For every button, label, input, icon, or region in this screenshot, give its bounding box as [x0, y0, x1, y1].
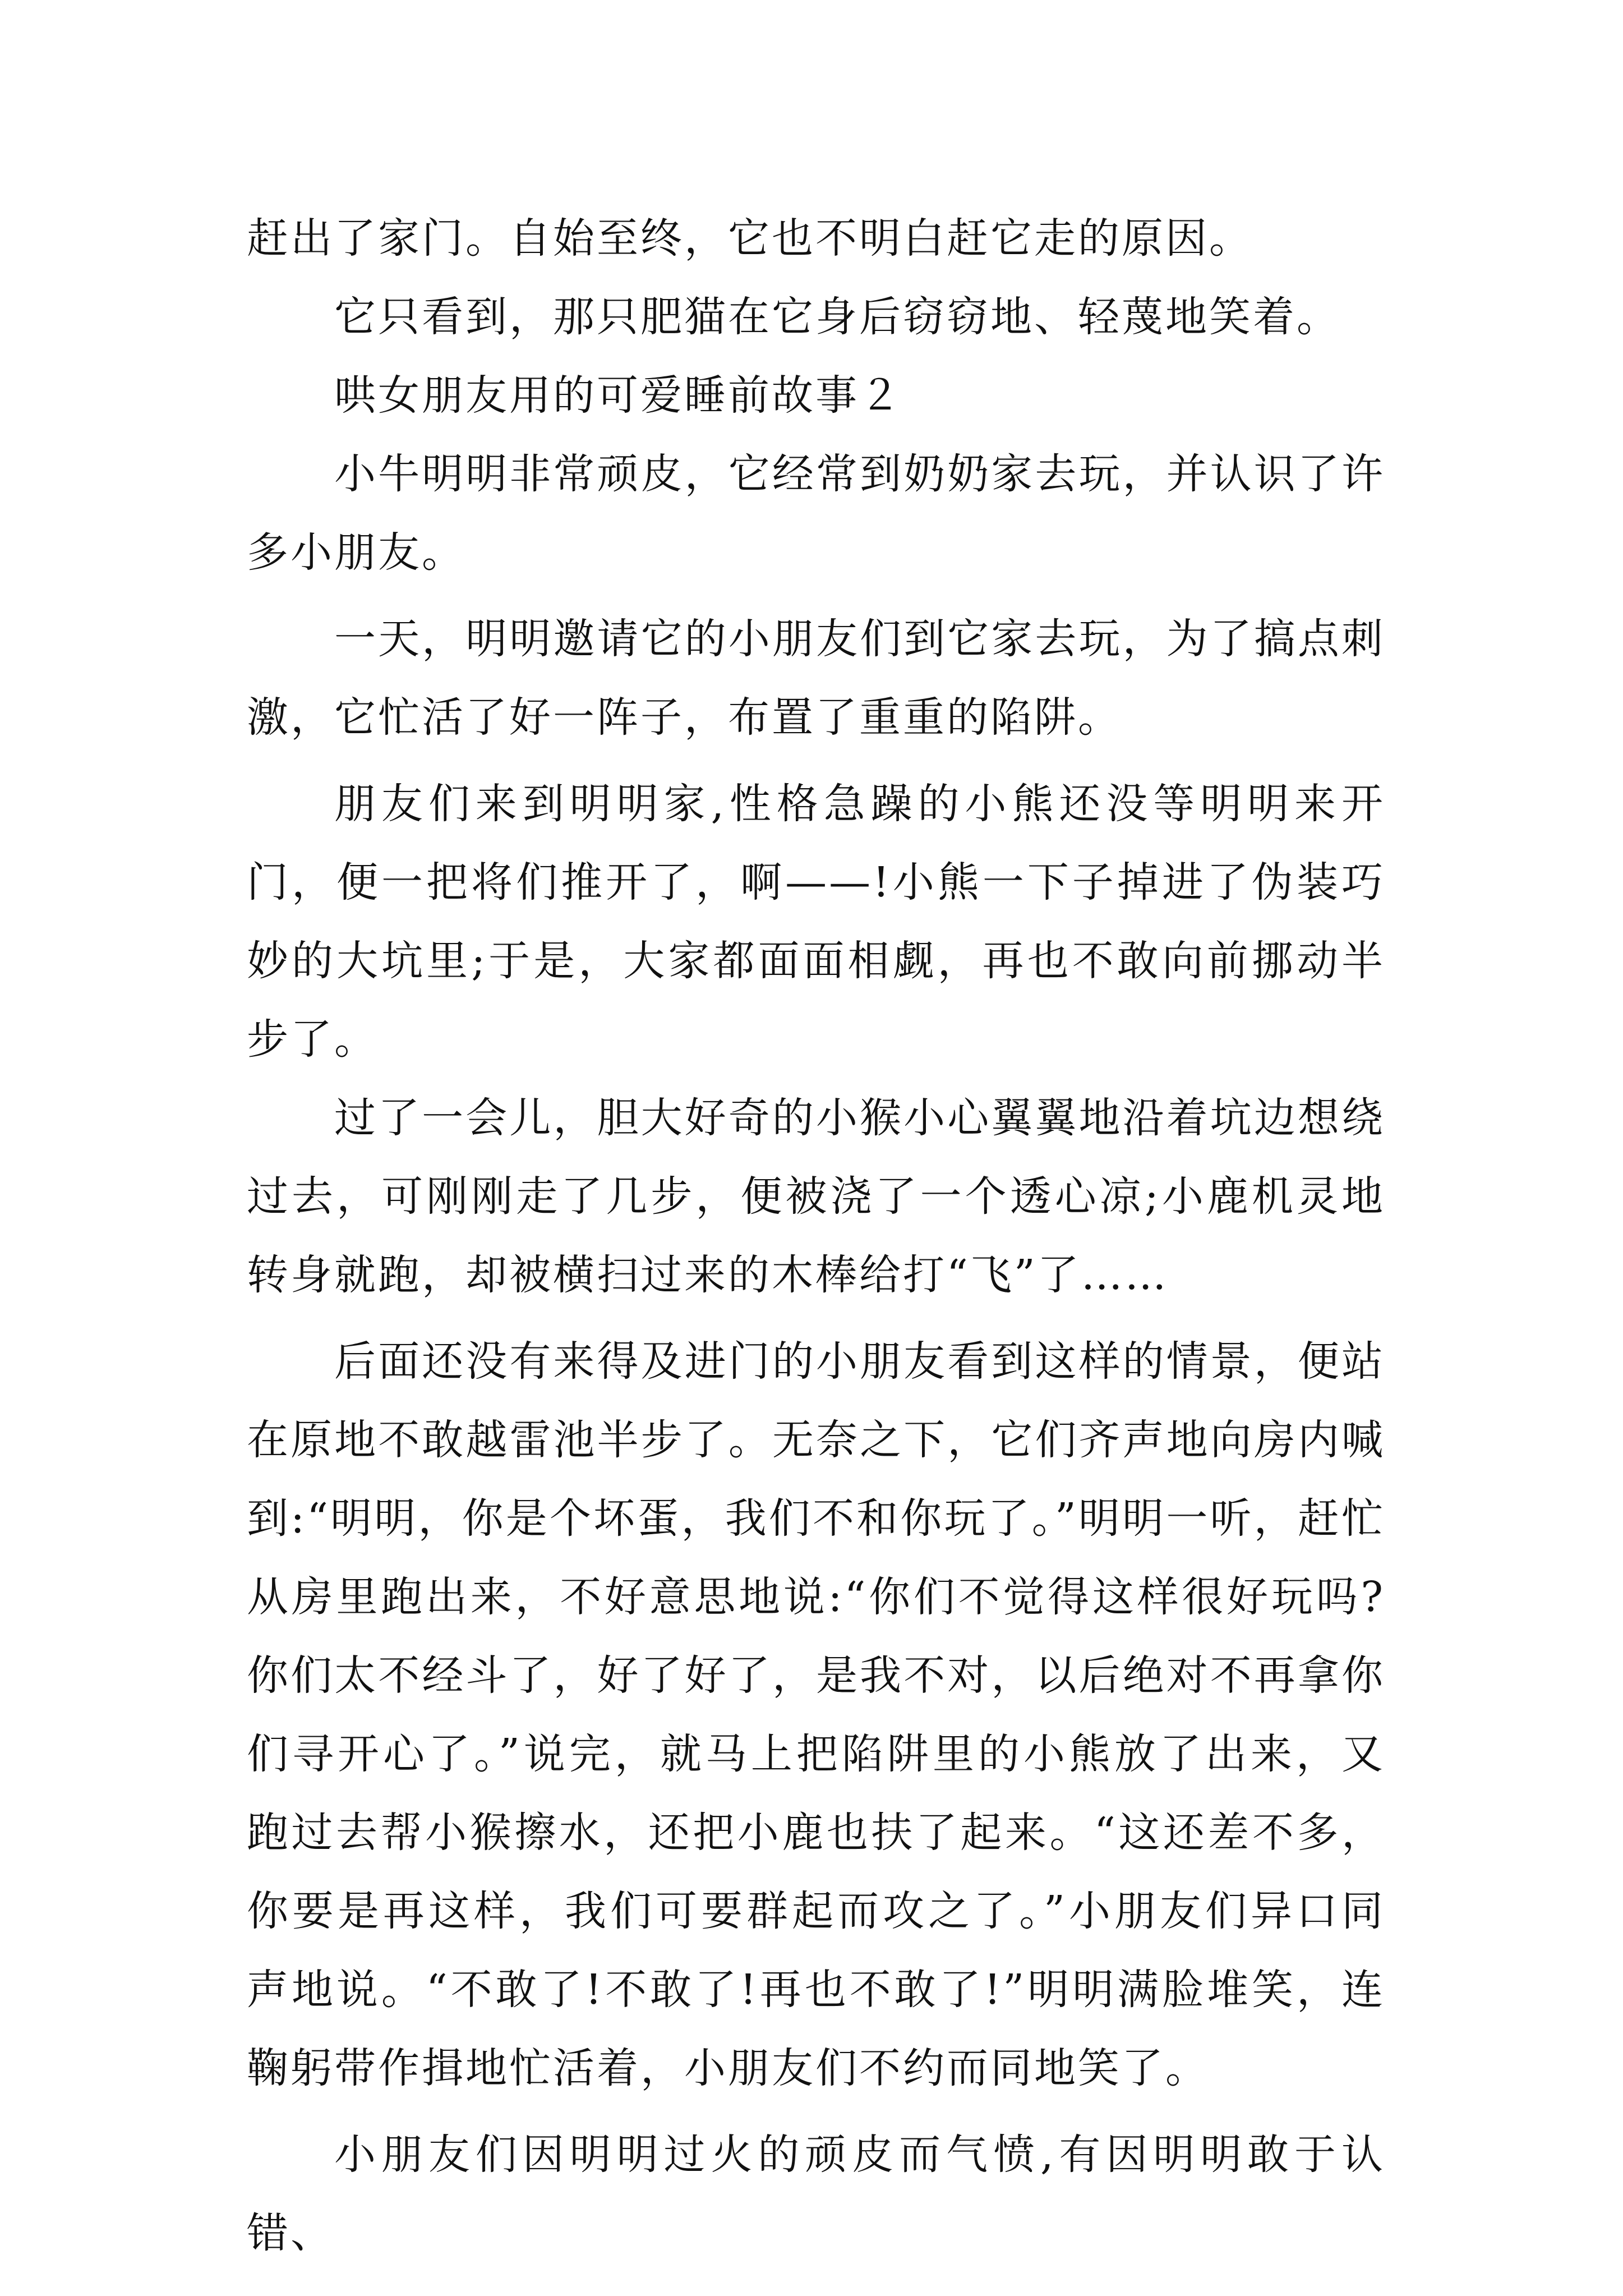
paragraph: 小牛明明非常顽皮，它经常到奶奶家去玩，并认识了许多小朋友。: [247, 450, 1385, 577]
paragraph: 朋友们来到明明家,性格急躁的小熊还没等明明来开门，便一把将们推开了，啊——!小熊一下子掉进了伪装巧妙的大坑里;于是，大家都面面相觑，再也不敢向前挪动半步了。: [247, 780, 1385, 1064]
story-title: 哄女朋友用的可爱睡前故事２: [334, 371, 903, 420]
paragraph: 后面还没有来得及进门的小朋友看到这样的情景，便站在原地不敢越雷池半步了。无奈之下，它们齐声地向房内喊到:“明明，你是个坏蛋，我们不和你玩了。”明明一听，赶忙从房里跑出来，不好意思地说:“你们不觉得这样很好玩吗?你们太不经斗了，好了好了，是我不对，以后绝对不再拿你们寻开心了。”说完，就马上把陷阱里的小熊放了出来，又跑过去帮小猴擦水，还把小鹿也扶了起来。“这还差不多，你要是再这样，我们可要群起而攻之了。”小朋友们异口同声地说。“不敢了!不敢了!再也不敢了!”明明满脸堆笑，连鞠躬带作揖地忙活着，小朋友们不约而同地笑了。: [247, 1337, 1385, 2092]
paragraph-continuation: 赶出了家门。自始至终，它也不明白赶它走的原因。: [247, 214, 1253, 263]
paragraph: 它只看到，那只肥猫在它身后窃窃地、轻蔑地笑着。: [334, 293, 1340, 341]
paragraph: 小朋友们因明明过火的顽皮而气愤,有因明明敢于认错、: [247, 2131, 1385, 2257]
document-body: [247, 199, 1385, 2272]
paragraph: 过了一会儿，胆大好奇的小猴小心翼翼地沿着坑边想绕过去，可刚刚走了几步，便被浇了一个透心凉;小鹿机灵地转身就跑，却被横扫过来的木棒给打“飞”了……: [247, 1094, 1385, 1299]
paragraph: 一天，明明邀请它的小朋友们到它家去玩，为了搞点刺激，它忙活了好一阵子，布置了重重的陷阱。: [247, 615, 1385, 742]
